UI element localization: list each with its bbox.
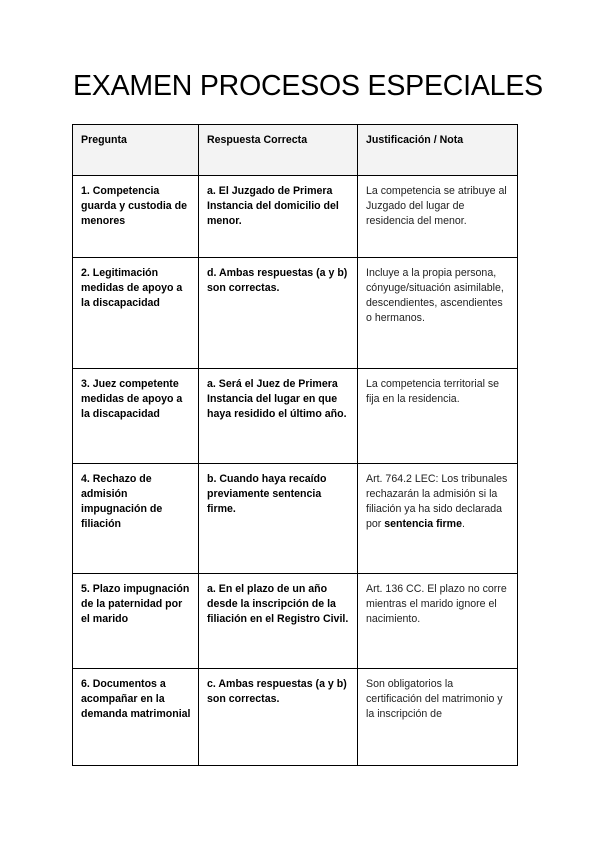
table-row <box>73 258 518 369</box>
answer-cell: c. Ambas respuestas (a y b) son correctas. <box>199 669 358 766</box>
table-row <box>73 574 518 669</box>
answer-cell: a. En el plazo de un año desde la inscripción de la filiación en el Registro Civil. <box>199 574 358 669</box>
question-cell: 2. Legitimación medidas de apoyo a la discapacidad <box>73 258 199 369</box>
note-cell: La competencia territorial se fija en la residencia. <box>358 369 518 464</box>
header-respuesta: Respuesta Correcta <box>199 125 358 176</box>
question-cell: 1. Competencia guarda y custodia de menores <box>73 176 199 258</box>
header-pregunta: Pregunta <box>73 125 199 176</box>
note-cell: Incluye a la propia persona, cónyuge/situación asimilable, descendientes, ascendientes o hermanos. <box>358 258 518 369</box>
exam-table <box>72 124 518 766</box>
header-nota: Justificación / Nota <box>358 125 518 176</box>
table-row <box>73 464 518 574</box>
question-cell: 5. Plazo impugnación de la paternidad por el marido <box>73 574 199 669</box>
table-row <box>73 176 518 258</box>
note-cell: Art. 136 CC. El plazo no corre mientras el marido ignore el nacimiento. <box>358 574 518 669</box>
answer-cell: d. Ambas respuestas (a y b) son correctas. <box>199 258 358 369</box>
note-text-end: . <box>462 518 465 530</box>
answer-cell: a. Será el Juez de Primera Instancia del lugar en que haya residido el último año. <box>199 369 358 464</box>
question-cell: 6. Documentos a acompañar en la demanda matrimonial <box>73 669 199 766</box>
page-title: EXAMEN PROCESOS ESPECIALES <box>73 70 543 102</box>
note-text: Art. 764.2 LEC: Los tribunales rechazarán la admisión si la filiación ya ha sido declarada por <box>366 473 508 530</box>
answer-cell: a. El Juzgado de Primera Instancia del domicilio del menor. <box>199 176 358 258</box>
question-cell: 4. Rechazo de admisión impugnación de filiación <box>73 464 199 574</box>
note-cell <box>358 464 518 574</box>
question-cell: 3. Juez competente medidas de apoyo a la discapacidad <box>73 369 199 464</box>
note-emphasis: sentencia firme <box>384 518 462 530</box>
note-cell: La competencia se atribuye al Juzgado del lugar de residencia del menor. <box>358 176 518 258</box>
answer-cell: b. Cuando haya recaído previamente sentencia firme. <box>199 464 358 574</box>
table-header-row <box>73 125 518 176</box>
note-cell: Son obligatorios la certificación del matrimonio y la inscripción de <box>358 669 518 766</box>
table-row <box>73 369 518 464</box>
table-row <box>73 669 518 766</box>
